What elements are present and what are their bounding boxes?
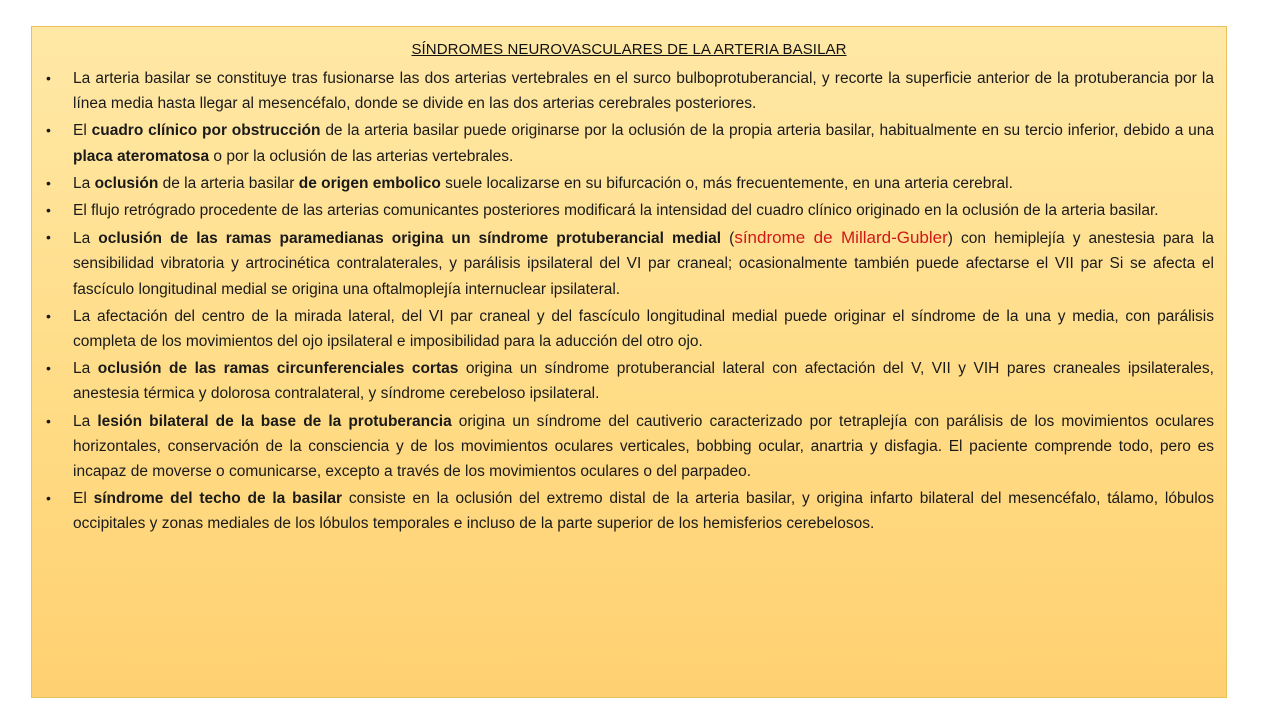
bullet-list [44, 66, 1214, 537]
bullet-text: origina un síndrome protuberancial lateral con afectación del V, VII y VIH pares craneales ipsilaterales, anestesia térmica y dolorosa contralateral, y síndrome cerebeloso ipsilateral. [73, 360, 1214, 403]
bold-term: lesión bilateral de la base de la protuberancia [97, 412, 452, 430]
bullet-text: El flujo retrógrado procedente de las arterias comunicantes posteriores modificará la intensidad del cuadro clínico originado en la oclusión de la arteria basilar. [73, 202, 1159, 220]
bold-term: oclusión [94, 174, 159, 192]
bullet-text: ) con hemiplejía y anestesia para la sensibilidad vibratoria y artrocinética contralaterales, y parálisis ipsilateral del VI par craneal; ocasionalmente también puede afectarse el VII par Si se afecta el fascículo longitudinal medial se origina una oftalmoplejía internuclear ipsilateral. [73, 230, 1215, 298]
slide-content-box [31, 26, 1227, 698]
bullet-text: origina un síndrome del cautiverio caracterizado por tetraplejía con parálisis de los movimientos oculares horizontales, conservación de la consciencia y de los movimientos oculares verticales, bobbing ocular, anartria y disfagia. El paciente comprende todo, pero es incapaz de moverse o comunicarse, excepto a través de los movimientos oculares o del parpadeo. [73, 412, 1214, 481]
bullet-text: o por la oclusión de las arterias vertebrales. [209, 147, 514, 165]
bullet-text: La arteria basilar se constituye tras fusionarse las dos arterias vertebrales en el surco bulboprotuberancial, y recorte la superficie anterior de la protuberancia por la línea media hasta llegar al mesencéfalo, donde se divide en las dos arterias cerebrales posteriores. [73, 70, 1214, 113]
bullet-icon: • [46, 360, 51, 377]
highlighted-syndrome-name: síndrome de Millard-Gubler [734, 228, 948, 248]
bullet-text: La [73, 412, 98, 430]
bullet-icon: • [46, 202, 51, 219]
bullet-icon: • [46, 122, 51, 139]
bullet-text: suele localizarse en su bifurcación o, más frecuentemente, en una arteria cerebral. [440, 174, 1013, 192]
bold-term: oclusión de las ramas circunferenciales cortas [97, 360, 459, 378]
bullet-item-5 [44, 225, 1214, 302]
bold-term: placa ateromatosa [73, 147, 210, 165]
bold-term: síndrome del techo de la basilar [93, 490, 343, 508]
bullet-text: El [73, 490, 94, 508]
bullet-icon: • [46, 70, 51, 86]
bullet-item-3 [44, 171, 1214, 196]
bullet-item-1 [44, 66, 1214, 116]
bullet-item-6 [44, 304, 1214, 354]
bold-term: oclusión de las ramas paramedianas origina un síndrome protuberancial medial [98, 230, 722, 248]
bullet-text: La afectación del centro de la mirada lateral, del VI par craneal y del fascículo longitudinal medial puede originar el síndrome de la una y media, con parálisis completa de los movimientos del ojo ipsilateral e imposibilidad para la aducción del otro ojo. [73, 307, 1214, 351]
slide-title: SÍNDROMES NEUROVASCULARES DE LA ARTERIA BASILAR [411, 41, 847, 58]
bullet-text: de la arteria basilar puede originarse por la oclusión de la propia arteria basilar, habitualmente en su tercio inferior, debido a una [320, 122, 1214, 140]
bullet-text: La [73, 174, 95, 192]
bullet-item-2 [44, 118, 1214, 168]
bold-term: de origen embolico [298, 174, 441, 192]
bullet-text: La [73, 360, 98, 378]
bullet-text: El [73, 122, 92, 140]
bullet-text: ( [721, 230, 735, 248]
bullet-item-9 [44, 486, 1214, 536]
bold-term: cuadro clínico por obstrucción [91, 122, 321, 140]
bullet-text: consiste en la oclusión del extremo distal de la arteria basilar, y origina infarto bilateral del mesencéfalo, tálamo, lóbulos occipitales y zonas mediales de los lóbulos temporales e incluso de la parte superior de los hemisferios cerebelosos. [73, 490, 1215, 533]
bullet-icon: • [46, 229, 51, 246]
bullet-item-7 [44, 356, 1214, 406]
bullet-text: de la arteria basilar [158, 174, 299, 192]
bullet-icon: • [46, 490, 51, 507]
bullet-icon: • [46, 307, 51, 324]
bullet-item-8 [44, 409, 1214, 485]
bullet-item-4 [44, 198, 1214, 223]
bullet-icon: • [46, 174, 51, 191]
bullet-icon: • [46, 412, 51, 429]
bullet-text: La [73, 230, 99, 248]
